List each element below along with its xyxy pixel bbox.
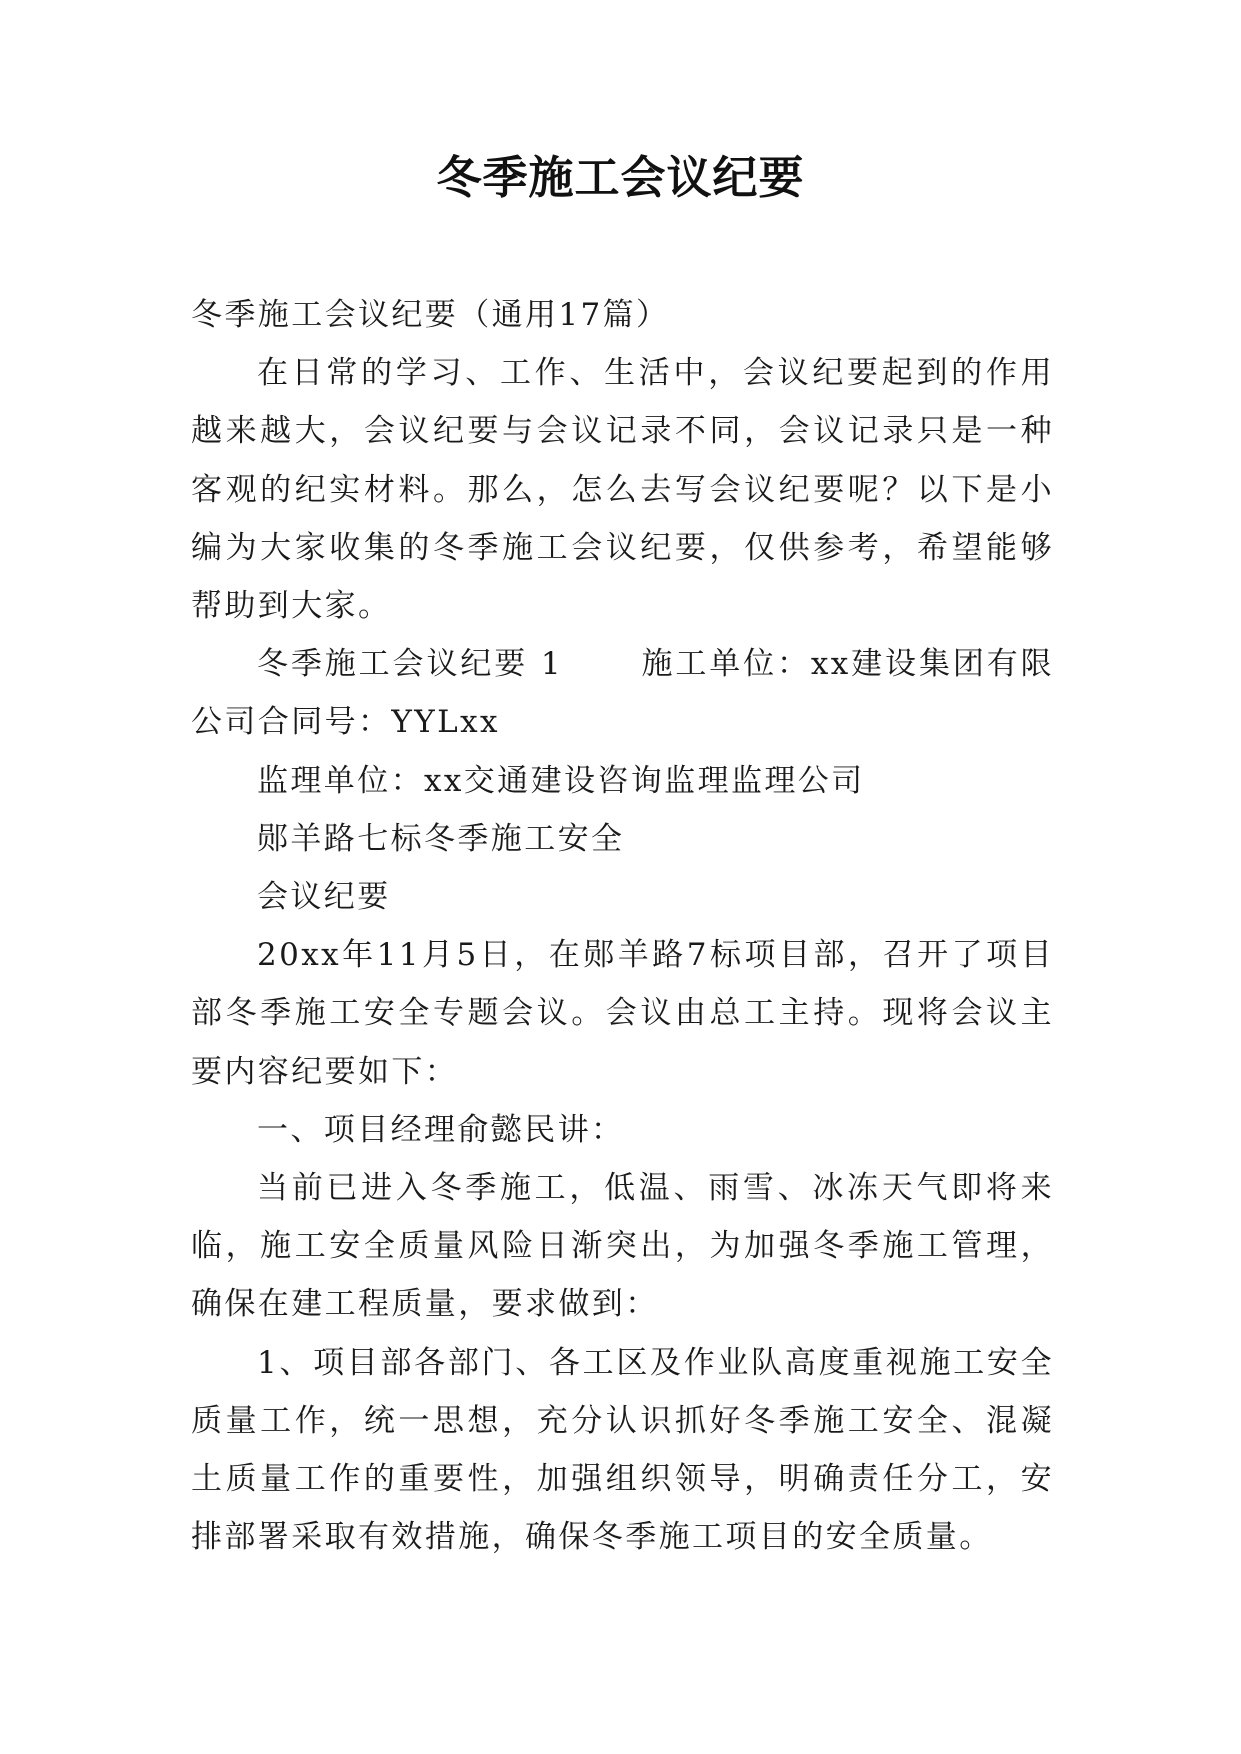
document-title: 冬季施工会议纪要: [436, 151, 805, 204]
supervision-unit-paragraph: 监理单位：xx交通建设咨询监理监理公司: [257, 762, 865, 799]
section-heading-paragraph: [191, 635, 1054, 751]
intro-paragraph: 在日常的学习、工作、生活中，会议纪要起到的作用越来越大，会议纪要与会议记录不同，会议记录只是一种客观的纪实材料。那么，怎么去写会议纪要呢？以下是小编为大家收集的冬季施工会议纪要，仅供参考，希望能够帮助到大家。: [191, 355, 1054, 625]
winter-conditions-paragraph: 当前已进入冬季施工，低温、雨雪、冰冻天气即将来临，施工安全质量风险日渐突出，为加强冬季施工管理，确保在建工程质量，要求做到：: [191, 1170, 1054, 1323]
requirement-item-1: 1、项目部各部门、各工区及作业队高度重视施工安全质量工作，统一思想，充分认识抓好冬季施工安全、混凝土质量工作的重要性，加强组织领导，明确责任分工，安排部署采取有效措施，确保冬季施工项目的安全质量。: [191, 1344, 1054, 1556]
construction-unit-text: 施工单位：xx建设集团有限公司合同号：YYLxx: [191, 646, 1055, 741]
subtitle-paragraph: 冬季施工会议纪要（通用17篇）: [191, 297, 670, 333]
minutes-label-paragraph: 会议纪要: [257, 879, 391, 916]
section-heading: 冬季施工会议纪要 1: [257, 646, 563, 683]
project-name-paragraph: 郧羊路七标冬季施工安全: [257, 820, 625, 857]
meeting-date-paragraph: 20xx年11月5日，在郧羊路7标项目部，召开了项目部冬季施工安全专题会议。会议由总工主持。现将会议主要内容纪要如下：: [191, 937, 1054, 1090]
document-body: [191, 286, 1054, 1566]
manager-speech-heading: 一、项目经理俞懿民讲：: [257, 1111, 625, 1148]
